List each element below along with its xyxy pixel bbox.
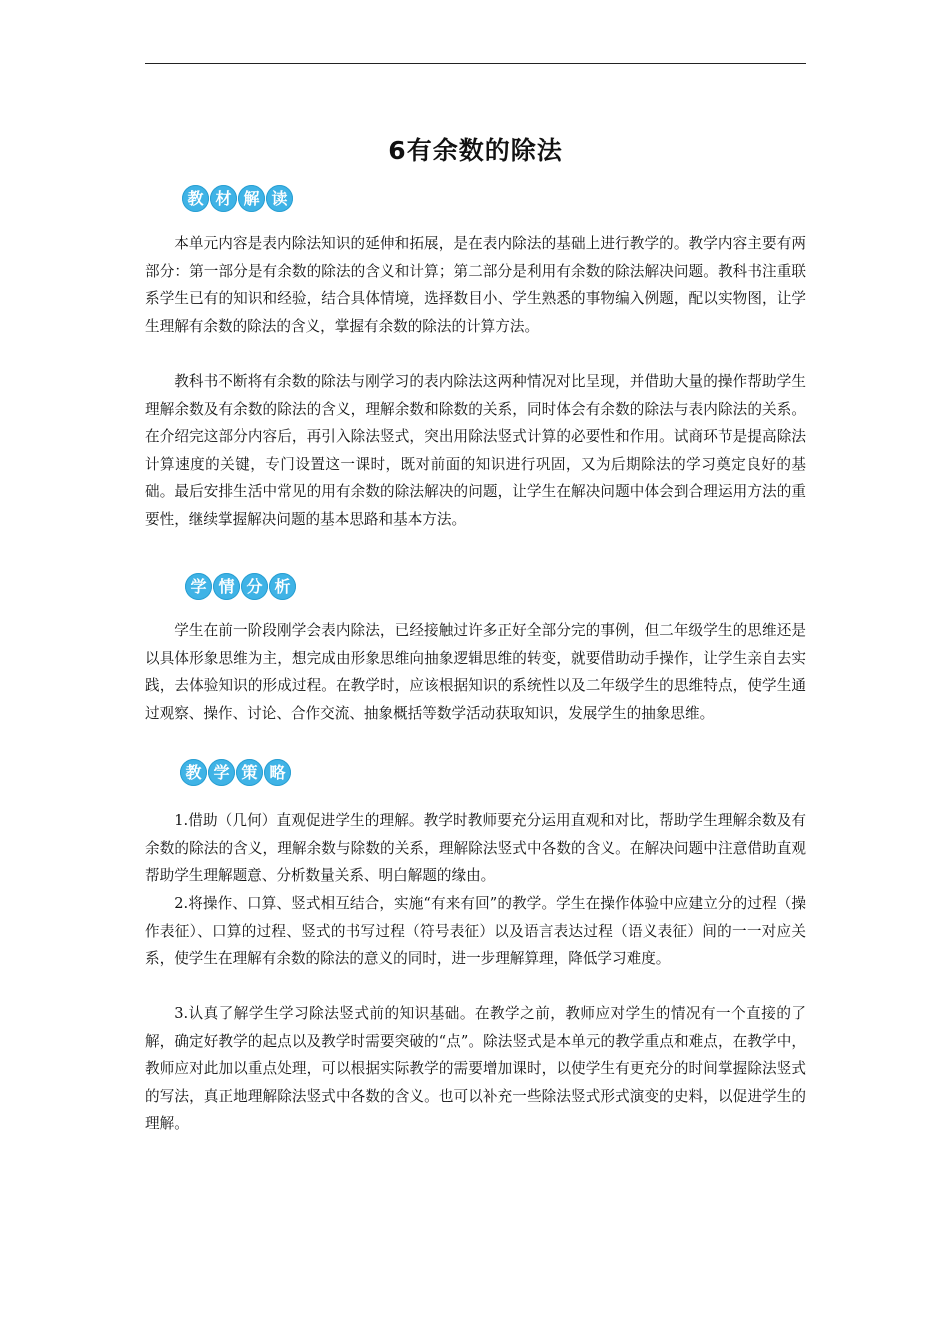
badge-char: 析: [269, 573, 296, 600]
paragraph: 学生在前一阶段刚学会表内除法，已经接触过许多正好全部分完的事例，但二年级学生的思维还是以具体形象思维为主，想完成由形象思维向抽象逻辑思维的转变，就要借助动手操作，让学生亲自去实践，去体验知识的形成过程。在教学时，应该根据知识的系统性以及二年级学生的思维特点，使学生通过观察、操作、讨论、合作交流、抽象概括等数学活动获取知识，发展学生的抽象思维。: [145, 622, 806, 722]
section-badge-textbook-reading: [182, 185, 293, 212]
badge-char: 教: [180, 759, 207, 786]
badge-char: 读: [266, 185, 293, 212]
badge-char: 教: [182, 185, 209, 212]
badge-char: 略: [264, 759, 291, 786]
badge-char: 解: [238, 185, 265, 212]
badge-char: 分: [241, 573, 268, 600]
paragraph: 3.认真了解学生学习除法竖式前的知识基础。在教学之前，教师应对学生的情况有一个直接的了解，确定好教学的起点以及教学时需要突破的“点”。除法竖式是本单元的教学重点和难点，在教学中，教师应对此加以重点处理，可以根据实际教学的需要增加课时，以使学生有更充分的时间掌握除法竖式的写法，真正地理解除法竖式中各数的含义。也可以补充一些除法竖式形式演变的史料，以促进学生的理解。: [145, 1005, 806, 1132]
paragraph: 1.借助（几何）直观促进学生的理解。教学时教师要充分运用直观和对比，帮助学生理解余数及有余数的除法的含义，理解余数与除数的关系，理解除法竖式中各数的含义。在解决问题中注意借助直观帮助学生理解题意、分析数量关系、明白解题的缘由。: [145, 812, 806, 884]
section-badge-student-analysis: [185, 573, 296, 600]
page-title: 6有余数的除法: [388, 136, 563, 165]
section-badge-teaching-strategy: [180, 759, 291, 786]
badge-char: 学: [208, 759, 235, 786]
paragraph: 本单元内容是表内除法知识的延伸和拓展，是在表内除法的基础上进行教学的。教学内容主要有两部分：第一部分是有余数的除法的含义和计算；第二部分是利用有余数的除法解决问题。教科书注重联系学生已有的知识和经验，结合具体情境，选择数目小、学生熟悉的事物编入例题，配以实物图，让学生理解有余数的除法的含义，掌握有余数的除法的计算方法。: [145, 235, 806, 335]
paragraph: 教科书不断将有余数的除法与刚学习的表内除法这两种情况对比呈现，并借助大量的操作帮助学生理解余数及有余数的除法的含义，理解余数和除数的关系，同时体会有余数的除法与表内除法的关系。在介绍完这部分内容后，再引入除法竖式，突出用除法竖式计算的必要性和作用。试商环节是提高除法计算速度的关键，专门设置这一课时，既对前面的知识进行巩固，又为后期除法的学习奠定良好的基础。最后安排生活中常见的用有余数的除法解决的问题，让学生在解决问题中体会到合理运用方法的重要性，继续掌握解决问题的基本思路和基本方法。: [145, 373, 806, 528]
header-rule: [145, 63, 806, 64]
badge-char: 材: [210, 185, 237, 212]
badge-char: 情: [213, 573, 240, 600]
paragraph: 2.将操作、口算、竖式相互结合，实施“有来有回”的教学。学生在操作体验中应建立分的过程（操作表征）、口算的过程、竖式的书写过程（符号表征）以及语言表达过程（语义表征）间的一一对应关系，使学生在理解有余数的除法的意义的同时，进一步理解算理，降低学习难度。: [145, 895, 806, 967]
badge-char: 学: [185, 573, 212, 600]
badge-char: 策: [236, 759, 263, 786]
